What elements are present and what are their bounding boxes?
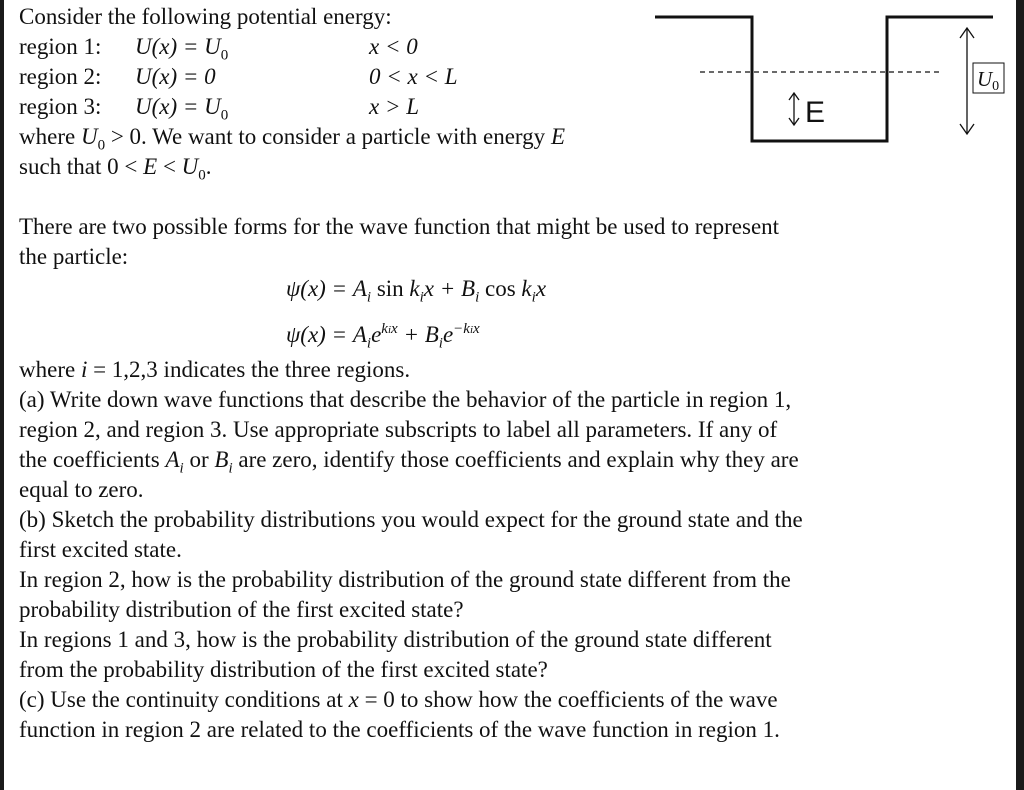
barrier-label: U0 [977,67,1000,94]
region-2-name: region 2: [19,64,102,89]
part-b-line-2: first excited state. [19,537,182,562]
part-b-line-3: In region 2, how is the probability distribution of the ground state different from the [19,567,791,592]
intro-line: Consider the following potential energy: [19,4,392,29]
part-c-line-1: (c) Use the continuity conditions at x = 0 to show how the coefficients of the wave [19,687,778,712]
where-line: where $U_0 > 0$. We want to consider a particle with energy E [19,124,565,154]
where-i-line: where i = 1,2,3 indicates the three regions. [19,357,411,382]
part-a-line-1: (a) Write down wave functions that describe the behavior of the particle in region 1, [19,387,792,412]
part-a-line-4: equal to zero. [19,477,144,502]
wave-equation-trig: $\psi(x) = A_i$ $\sin k_ix + B_i$ $\cos k_ix$ [286,276,547,306]
wave-intro-line-2: the particle: [19,244,129,269]
part-a-line-3: the coefficients $A_i$ or $B_i$ are zero, identify those coefficients and explain why they are [19,447,799,477]
part-b-line-5: In regions 1 and 3, how is the probability distribution of the ground state different [19,627,772,652]
part-b-line-4: probability distribution of the first excited state? [19,597,464,622]
part-c-line-2: function in region 2 are related to the coefficients of the wave function in region 1. [19,717,780,742]
region-3-name: region 3: [19,94,102,119]
region-1-condition: x < 0 [369,34,418,59]
part-b-line-1: (b) Sketch the probability distributions you would expect for the ground state and the [19,507,803,532]
region-1-name: region 1: [19,34,102,59]
energy-label: E [805,96,826,129]
region-2-potential: U(x) = 0 [135,64,216,89]
such-that-line: such that $0 < E < U_0$. [19,154,212,184]
region-3-potential: $U(x) = U_0$ [135,94,229,124]
wave-intro-line-1: There are two possible forms for the wave function that might be used to represent [19,214,780,239]
region-1-potential: $U(x) = U_0$ [135,34,229,64]
part-b-line-6: from the probability distribution of the first excited state? [19,657,548,682]
problem-document [19,0,1009,790]
wave-equation-exp: $\psi(x) = A_ie^{kix} + B_ie^{-kix}$ [286,321,480,352]
region-2-condition: 0 < x < L [369,64,458,89]
part-a-line-2: region 2, and region 3. Use appropriate subscripts to label all parameters. If any of [19,417,778,442]
region-3-condition: x > L [369,94,420,119]
barrier-label-sub: 0 [992,79,1000,94]
